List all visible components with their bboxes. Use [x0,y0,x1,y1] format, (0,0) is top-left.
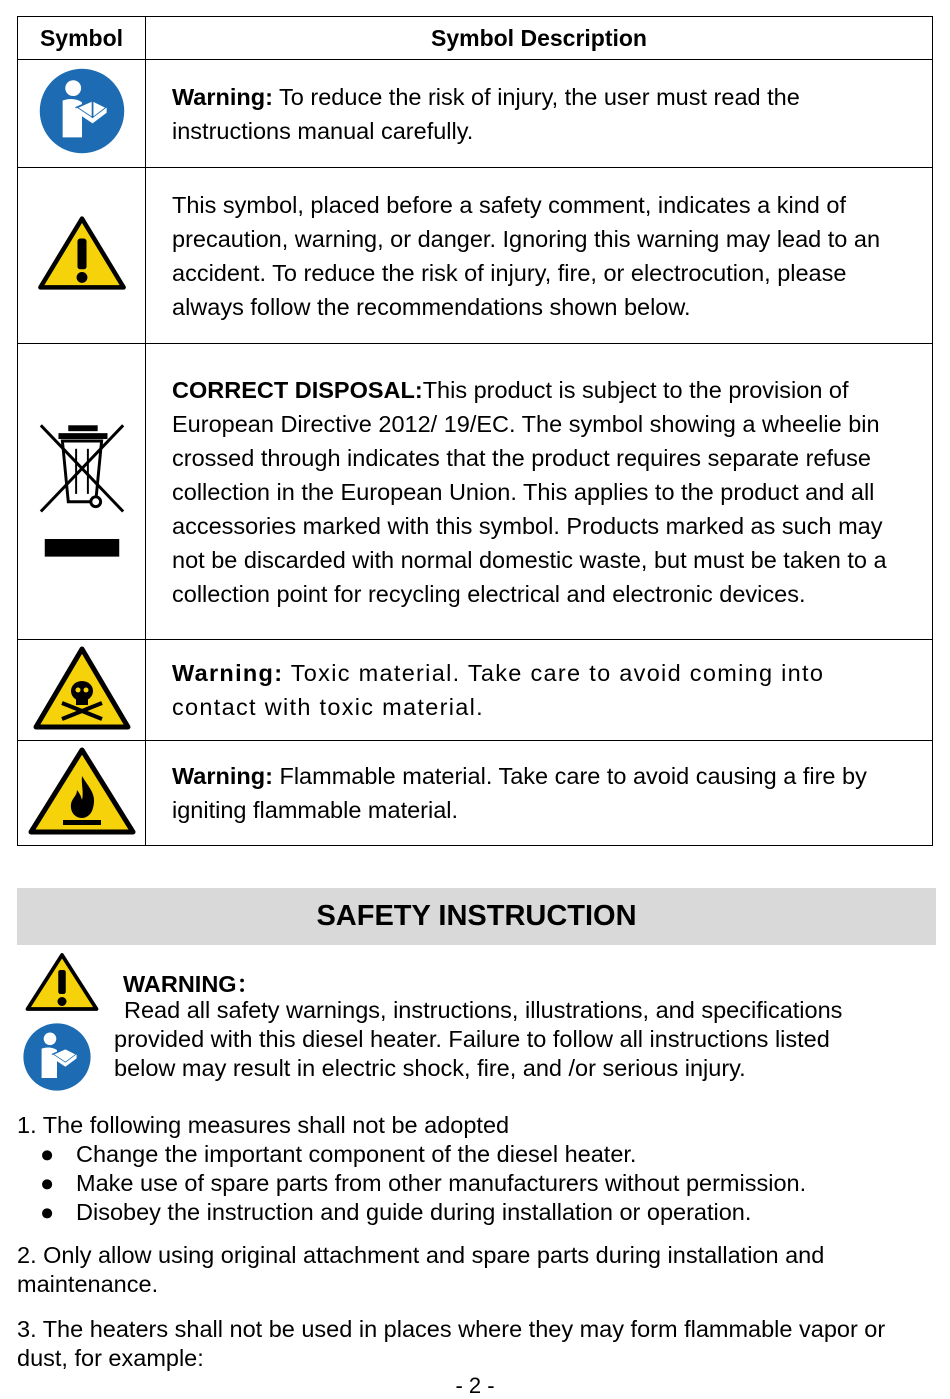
read-manual-icon [22,1022,92,1092]
bullet-list [40,1140,806,1227]
instruction-item-1: 1. The following measures shall not be adopted [17,1112,510,1138]
row-description: Warning: Toxic material. Take care to avoid coming into contact with toxic material. [146,640,933,741]
list-item: ● Change the important component of the diesel heater. [40,1141,637,1167]
header-description: Symbol Description [146,17,933,60]
table-row [18,741,933,846]
row-description: This symbol, placed before a safety comment, indicates a kind of precaution, warning, or danger. Ignoring this warning may lead to an accident. To reduce the risk of injury, fire, or electrocution, please always follow the recommendations shown below. [146,168,933,344]
section-title-banner: SAFETY INSTRUCTION [17,888,936,945]
toxic-skull-icon [32,645,132,731]
table-row [18,168,933,344]
page-number: - 2 - [455,1373,495,1398]
symbol-table [17,16,933,846]
row-description: Warning: Flammable material. Take care to avoid causing a fire by igniting flammable material. [146,741,933,846]
instruction-item-3: 3. The heaters shall not be used in places where they may form flammable vapor or dust, for example: [17,1316,886,1371]
header-symbol: Symbol [18,17,146,60]
flammable-icon [27,746,137,836]
row-description: CORRECT DISPOSAL:This product is subject to the provision of European Directive 2012/ 19/EC. The symbol showing a wheelie bin crossed through indicates that the product requires separate refuse collection in the European Union. This applies to the product and all accessories marked with this symbol. Products marked as such may not be discarded with normal domestic waste, but must be taken to a collection point for recycling electrical and electronic devices. [146,344,933,640]
warning-label: WARNING： [123,971,261,997]
warning-triangle-icon [24,952,100,1012]
warning-text: Read all safety warnings, instructions, illustrations, and specifications provided with this diesel heater. Failure to follow all instructions listed below may result in electric shock, fire, and /or serious injury. [114,997,843,1081]
instruction-item-2: 2. Only allow using original attachment and spare parts during installation and maintenance. [17,1242,825,1297]
table-header-row [18,17,933,60]
crossed-wheelie-bin-icon [33,414,131,564]
list-item: ● Disobey the instruction and guide during installation or operation. [40,1199,752,1225]
read-manual-icon [38,67,126,155]
warning-triangle-icon [36,215,128,291]
table-row [18,60,933,168]
row-description: Warning: To reduce the risk of injury, the user must read the instructions manual carefully. [146,60,933,168]
table-row [18,640,933,741]
table-row [18,344,933,640]
list-item: ● Make use of spare parts from other manufacturers without permission. [40,1170,807,1196]
